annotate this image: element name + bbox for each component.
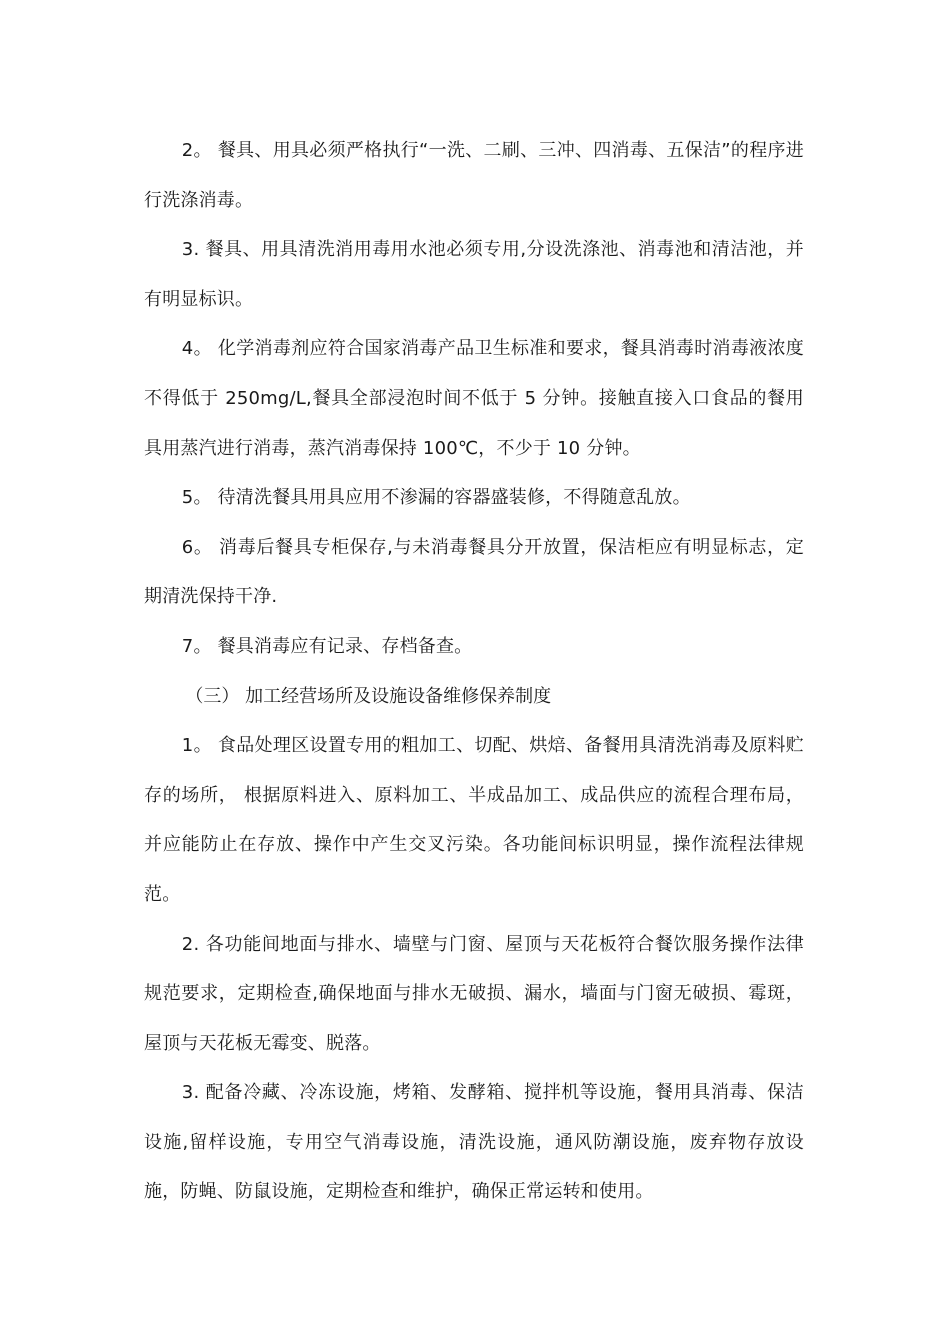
paragraph-item-6: 6。 消毒后餐具专柜保存,与未消毒餐具分开放置，保洁柜应有明显标志，定期清洗保持干净. [144, 536, 804, 608]
section-paragraph-3: 3. 配备冷藏、冷冻设施，烤箱、发酵箱、搅拌机等设施，餐用具消毒、保洁设施,留样设施，专用空气消毒设施，清洗设施，通风防潮设施，废弃物存放设施，防蝇、防鼠设施，定期检查和维护，确保正常运转和使用。 [144, 1082, 804, 1203]
paragraph-item-2: 2。 餐具、用具必须严格执行“一洗、二刷、三冲、四消毒、五保洁”的程序进行洗涤消毒。 [144, 140, 804, 211]
section-paragraph-1: 1。 食品处理区设置专用的粗加工、切配、烘焙、备餐用具清洗消毒及原料贮存的场所， 根据原料进入、原料加工、半成品加工、成品供应的流程合理布局，并应能防止在存放、操作中产生交叉污染。各功能间标识明显，操作流程法律规范。 [144, 735, 804, 905]
document-body [144, 126, 804, 1217]
section-heading: （三） 加工经营场所及设施设备维修保养制度 [185, 685, 552, 707]
section-paragraph-2: 2. 各功能间地面与排水、墙壁与门窗、屋顶与天花板符合餐饮服务操作法律规范要求，定期检查,确保地面与排水无破损、漏水，墙面与门窗无破损、霉斑，屋顶与天花板无霉变、脱落。 [144, 933, 804, 1054]
paragraph-item-4: 4。 化学消毒剂应符合国家消毒产品卫生标准和要求，餐具消毒时消毒液浓度不得低于 250mg/L,餐具全部浸泡时间不低于 5 分钟。接触直接入口食品的餐用具用蒸汽进行消毒，蒸汽消毒保持 100℃，不少于 10 分钟。 [144, 338, 804, 459]
paragraph-item-5: 5。 待清洗餐具用具应用不渗漏的容器盛装修，不得随意乱放。 [181, 487, 691, 509]
paragraph-item-3: 3. 餐具、用具清洗消用毒用水池必须专用,分设洗涤池、消毒池和清洁池，并有明显标识。 [144, 239, 804, 310]
paragraph-item-7: 7。 餐具消毒应有记录、存档备查。 [181, 635, 473, 657]
